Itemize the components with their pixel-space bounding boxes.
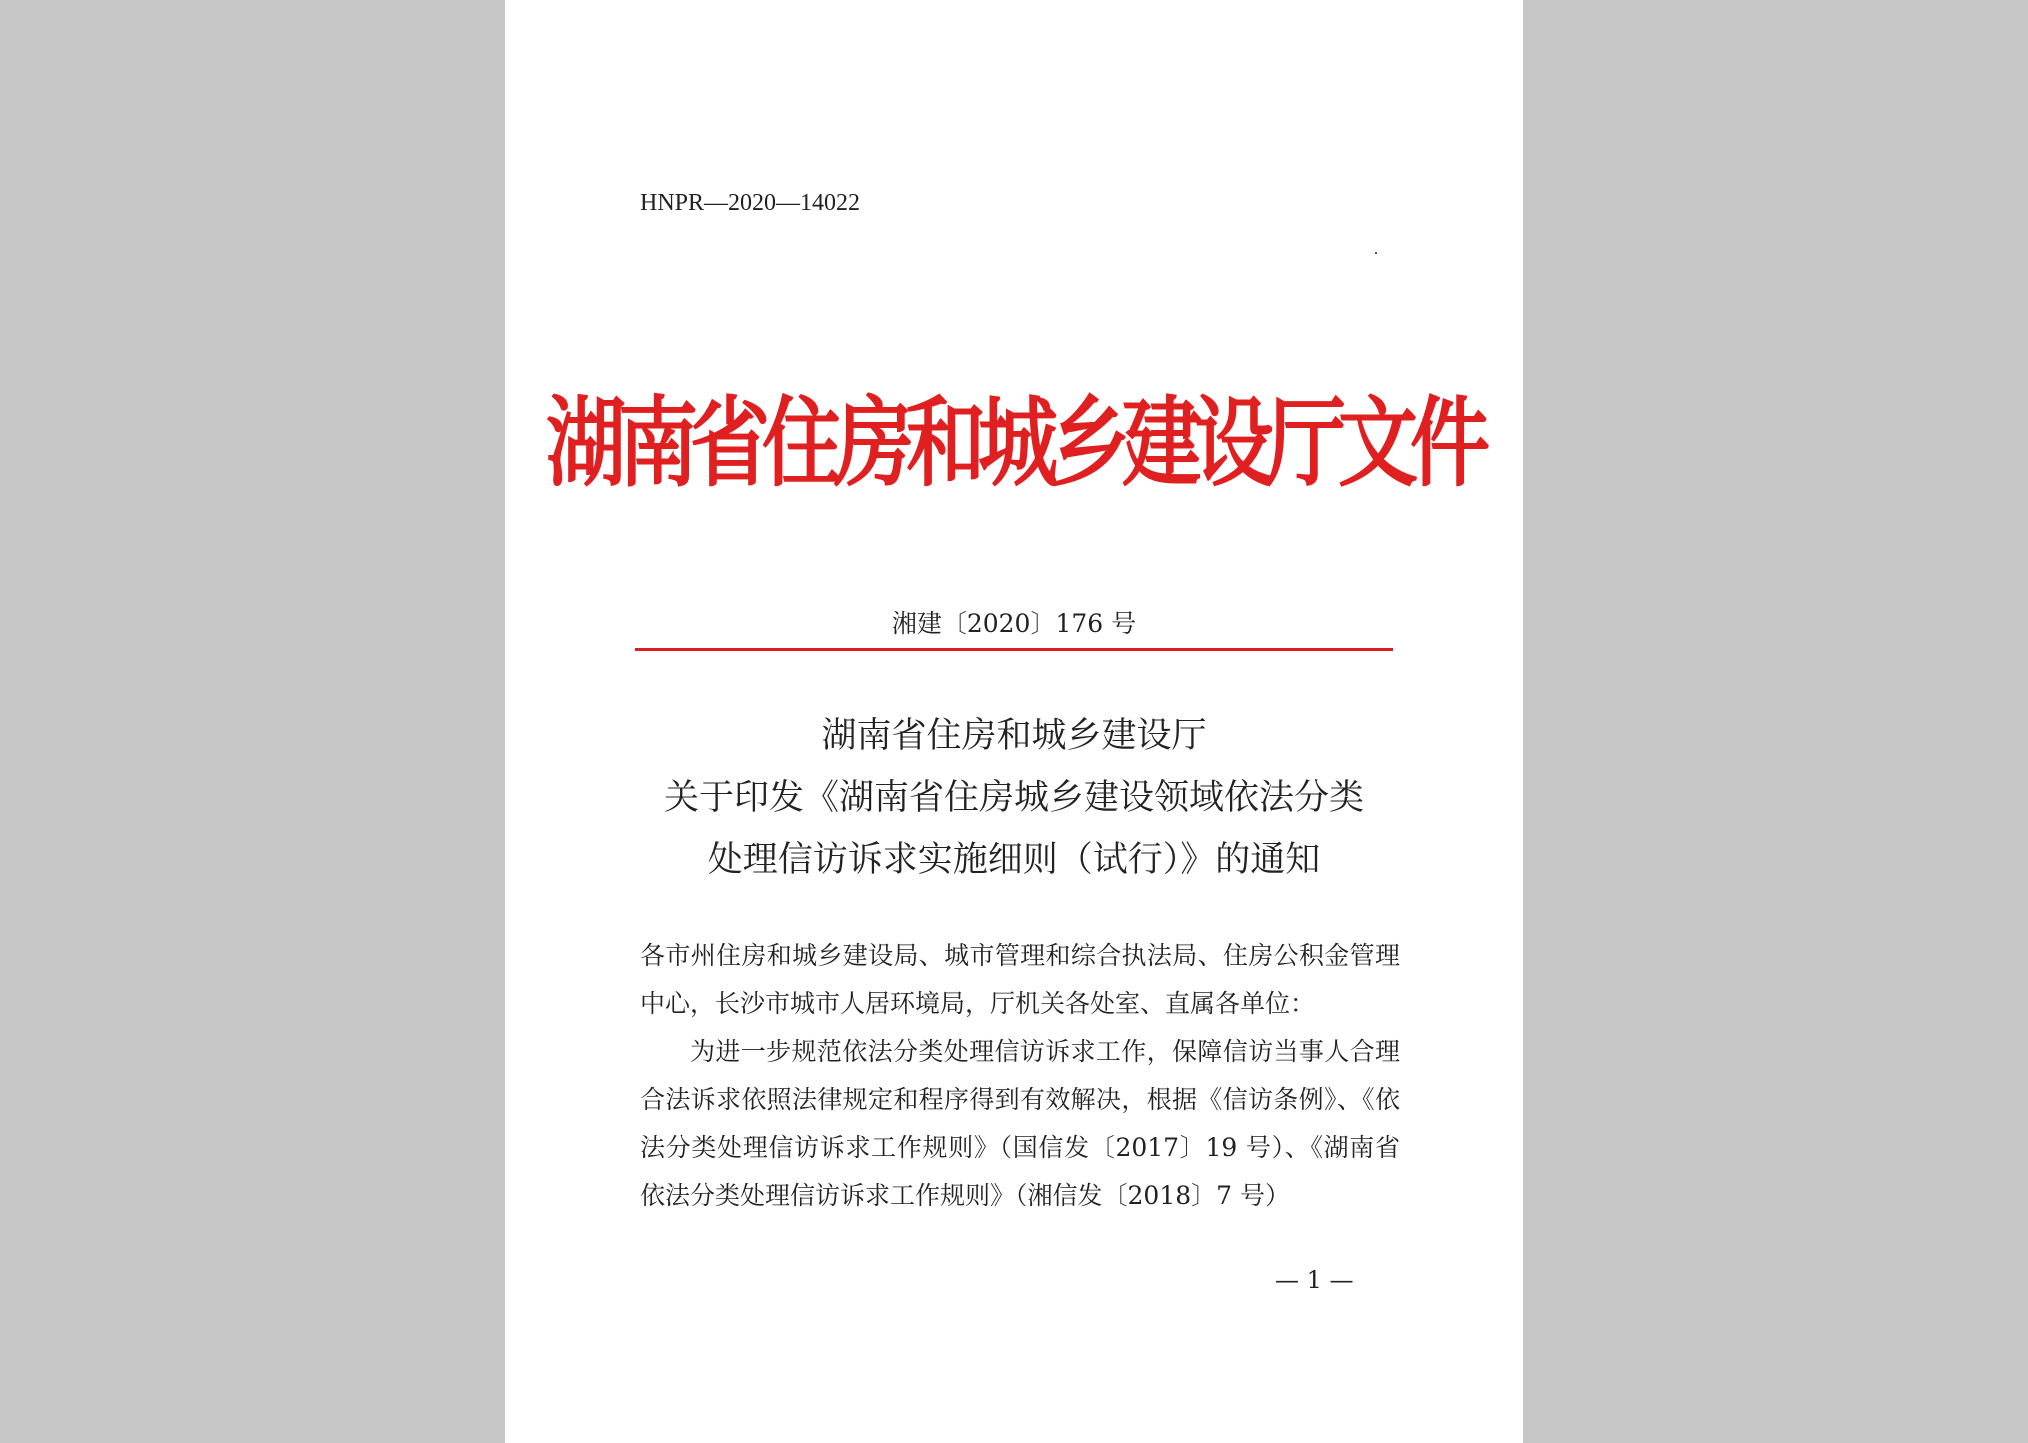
addressee-paragraph: 各市州住房和城乡建设局、城市管理和综合执法局、住房公积金管理中心，长沙市城市人居环境局，厅机关各处室、直属各单位： [640, 941, 1400, 1018]
title-line-2: 关于印发《湖南省住房城乡建设领域依法分类 [663, 778, 1364, 818]
document-title [505, 705, 1523, 891]
document-number: 湘建〔2020〕176 号 [891, 609, 1137, 638]
page-number: — 1 — [1275, 1266, 1354, 1294]
title-line-1: 湖南省住房和城乡建设厅 [821, 716, 1207, 756]
scan-speck [1375, 252, 1377, 254]
red-divider [635, 648, 1393, 651]
body-paragraph: 为进一步规范依法分类处理信访诉求工作，保障信访当事人合理合法诉求依照法律规定和程序得到有效解决，根据《信访条例》、《依法分类处理信访诉求工作规则》（国信发〔2017〕19 号）、《湖南省依法分类处理信访诉求工作规则》（湘信发〔2018〕7 号） [640, 1037, 1400, 1210]
document-masthead: 湖南省住房和城乡建设厅文件 [546, 386, 1482, 501]
document-body [640, 932, 1400, 1220]
document-code: HNPR—2020—14022 [640, 190, 861, 216]
document-page [505, 0, 1523, 1443]
title-line-3: 处理信访诉求实施细则（试行）》的通知 [707, 840, 1321, 880]
